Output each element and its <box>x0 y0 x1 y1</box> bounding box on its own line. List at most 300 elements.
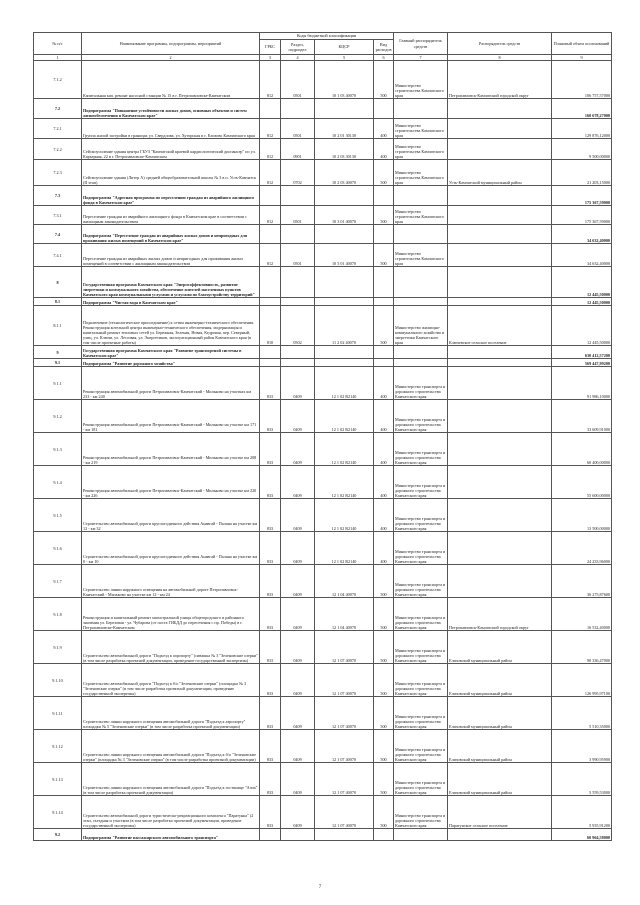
row-csr <box>315 225 374 244</box>
row-rzpr: 0501 <box>281 244 315 267</box>
row-name: Строительство линии наружного освещения автомобильной дороги "Подъезд к гостинице "Аэпа" (в том числе разработка проектной документации) <box>82 763 260 796</box>
row-grbs: 833 <box>260 631 281 664</box>
row-csr <box>315 99 374 119</box>
row-recipient: Усть-Камчатский муниципальный район <box>448 160 552 186</box>
row-rzpr: 0901 <box>281 139 315 160</box>
row-manager: Министерство строительства Камчатского края <box>394 244 448 267</box>
row-vr <box>374 359 394 367</box>
row-manager: Министерство строительства Камчатского края <box>394 206 448 225</box>
row-total: 12 445,50000 <box>552 267 612 298</box>
row-number: 9.1.9 <box>34 631 82 664</box>
row-manager <box>394 298 448 306</box>
row-csr <box>315 267 374 298</box>
row-recipient <box>448 499 552 532</box>
row-grbs <box>260 829 281 841</box>
row-number: 7.3.1 <box>34 206 82 225</box>
row-vr: 400 <box>374 532 394 565</box>
header-index-cell: 5 <box>315 55 374 61</box>
row-rzpr: 0409 <box>281 433 315 466</box>
row-grbs: 833 <box>260 433 281 466</box>
row-manager <box>394 829 448 841</box>
row-csr: 12 1 02 R2140 <box>315 367 374 400</box>
row-number: 9.1.3 <box>34 433 82 466</box>
table-row <box>34 499 612 532</box>
budget-table-sheet <box>33 32 611 841</box>
row-manager: Министерство транспорта и дорожного строительства Камчатского края <box>394 730 448 763</box>
row-total: 36 275,87600 <box>552 565 612 598</box>
row-name: Строительство линии наружного освещения автомобильной дороги "Подъезд к б/о "Зеленовские озерки" (площадка № 3 "Зеленовские озерки" (в том числе разработка проектной документации) <box>82 730 260 763</box>
row-total: 12 445,50000 <box>552 298 612 306</box>
row-name: Подпрограмма "Адресная программа по переселению граждан из аварийного жилищного фонда в Камчатском крае" <box>82 186 260 206</box>
header-index-cell: 3 <box>260 55 281 61</box>
row-number: 9 <box>34 346 82 359</box>
row-number: 9.1.4 <box>34 466 82 499</box>
row-recipient <box>448 565 552 598</box>
row-recipient <box>448 367 552 400</box>
row-number: 9.1.13 <box>34 763 82 796</box>
row-rzpr: 0409 <box>281 664 315 697</box>
row-total: 55 600,00000 <box>552 466 612 499</box>
row-csr: 10 1 03 40070 <box>315 61 374 99</box>
row-total: 91 986,10000 <box>552 367 612 400</box>
row-csr: 10 2 01 30130 <box>315 119 374 139</box>
row-name: Подключение (технологическое присоединение) к сетям инженерно-технического обеспечения. Реконструкция котельной центра инженерно-технического обеспечения, модернизация и капитальный ремонт тепловых сетей ул. Бережная, Зеленая, Новая, Кедровая, пер. Северный, улиц, уч. Ключи, ул. Лесозвая, ул. Энергетиков, эксплуатационный район Камчатского края (в том числе проектные работы) <box>82 306 260 346</box>
table-row <box>34 565 612 598</box>
row-grbs: 833 <box>260 499 281 532</box>
row-number: 7.2.3 <box>34 160 82 186</box>
header-manager: Главный распорядитель средств <box>394 33 448 55</box>
row-number: 9.2 <box>34 829 82 841</box>
row-csr: 12 1 02 R2140 <box>315 532 374 565</box>
row-manager: Министерство транспорта и дорожного строительства Камчатского края <box>394 367 448 400</box>
row-recipient <box>448 829 552 841</box>
row-name: Подпрограмма "Повышение устойчивости жилых домов, основных объектов и систем жизнеобеспечения в Камчатском крае" <box>82 99 260 119</box>
row-total: 34 632,40000 <box>552 225 612 244</box>
row-manager <box>394 99 448 119</box>
row-number: 9.1.11 <box>34 697 82 730</box>
row-manager: Министерство транспорта и дорожного строительства Камчатского края <box>394 433 448 466</box>
header-grbs: ГРБС <box>260 40 281 55</box>
row-manager <box>394 267 448 298</box>
row-manager: Министерство транспорта и дорожного строительства Камчатского края <box>394 400 448 433</box>
row-grbs: 833 <box>260 466 281 499</box>
header-index-cell: 9 <box>552 55 612 61</box>
row-name: Строительство автомобильной дороги круглогодичного действия Анавгай - Палана на участке км 12 - км 32 <box>82 499 260 532</box>
row-total: 16 532,40000 <box>552 598 612 631</box>
row-rzpr: 0409 <box>281 367 315 400</box>
row-manager: Министерство транспорта и дорожного строительства Камчатского края <box>394 466 448 499</box>
table-row <box>34 466 612 499</box>
row-manager: Министерство жилищно-коммунального хозяйства и энергетики Камчатского края <box>394 306 448 346</box>
subprogram-row <box>34 346 612 359</box>
row-rzpr <box>281 829 315 841</box>
row-vr: 500 <box>374 244 394 267</box>
header-vr: Вид расходов <box>374 40 394 55</box>
row-vr: 500 <box>374 730 394 763</box>
row-recipient: Елизовский муниципальный район <box>448 763 552 796</box>
row-vr <box>374 346 394 359</box>
row-rzpr <box>281 267 315 298</box>
row-grbs <box>260 346 281 359</box>
row-vr: 500 <box>374 61 394 99</box>
subprogram-row <box>34 267 612 298</box>
header-index-cell: 8 <box>448 55 552 61</box>
row-number: 8.1.1 <box>34 306 82 346</box>
table-row <box>34 763 612 796</box>
row-name: Реконструкция и капитальный ремонт магистральной улицы общегородского и районного значения ул. Березовая - ул. Чубарова (от поста ГИБДД до пересечения с пр. Победы) в г. Петропавловске-Камчатском <box>82 598 260 631</box>
header-codes-group: Коды бюджетной классификации <box>260 33 394 40</box>
row-name: Подпрограмма "Развитие дорожного хозяйства" <box>82 359 260 367</box>
row-name: Строительство автомобильной дороги круглогодичного действия Анавгай - Палана на участке км 0 - км 10 <box>82 532 260 565</box>
row-grbs: 812 <box>260 139 281 160</box>
row-number: 7.2 <box>34 99 82 119</box>
row-csr <box>315 186 374 206</box>
row-csr: 12 1 07 40070 <box>315 664 374 697</box>
row-recipient <box>448 466 552 499</box>
row-number: 7.2.1 <box>34 119 82 139</box>
row-rzpr: 0409 <box>281 466 315 499</box>
row-manager: Министерство транспорта и дорожного строительства Камчатского края <box>394 763 448 796</box>
row-vr: 500 <box>374 664 394 697</box>
row-total: 106 757,57000 <box>552 61 612 99</box>
row-vr: 400 <box>374 119 394 139</box>
row-grbs <box>260 99 281 119</box>
row-grbs: 833 <box>260 532 281 565</box>
header-recipient: Распорядитель средств <box>448 33 552 55</box>
row-total: 3 990,95900 <box>552 730 612 763</box>
row-number: 8.1 <box>34 298 82 306</box>
table-row <box>34 697 612 730</box>
row-rzpr: 0409 <box>281 400 315 433</box>
header-index-cell: 1 <box>34 55 82 61</box>
row-csr <box>315 298 374 306</box>
row-manager <box>394 186 448 206</box>
row-recipient: Елизовский муниципальный район <box>448 730 552 763</box>
row-grbs: 833 <box>260 763 281 796</box>
row-csr <box>315 829 374 841</box>
row-total: 175 367,59000 <box>552 186 612 206</box>
row-total: 60 400,00000 <box>552 433 612 466</box>
row-manager <box>394 225 448 244</box>
header-rzpr: Раздел, подраздел <box>281 40 315 55</box>
row-rzpr: 0409 <box>281 697 315 730</box>
row-name: Реконструкция автомобильной дороги Петропавловск-Камчатский - Мильково на участке км 220 - км 226 <box>82 466 260 499</box>
table-row <box>34 244 612 267</box>
row-rzpr: 0409 <box>281 532 315 565</box>
table-row <box>34 61 612 99</box>
row-recipient <box>448 298 552 306</box>
row-number: 8 <box>34 267 82 298</box>
row-manager: Министерство строительства Камчатского края <box>394 119 448 139</box>
row-grbs: 833 <box>260 565 281 598</box>
row-csr: 10 3 01 40070 <box>315 206 374 225</box>
row-rzpr: 0502 <box>281 306 315 346</box>
row-name: Строительство линии наружного освещения на автомобильной дороге Петропавловск-Камчатский - Мильково на участке км 12 - км 24 <box>82 565 260 598</box>
table-row <box>34 367 612 400</box>
row-number: 9.1.7 <box>34 565 82 598</box>
row-vr: 500 <box>374 306 394 346</box>
row-manager: Министерство транспорта и дорожного строительства Камчатского края <box>394 532 448 565</box>
row-rzpr: 0409 <box>281 796 315 829</box>
row-grbs <box>260 267 281 298</box>
header-index-cell: 6 <box>374 55 394 61</box>
row-recipient: Петропавловск-Камчатский городской округ <box>448 61 552 99</box>
row-total: 13 500,00000 <box>552 499 612 532</box>
row-grbs: 833 <box>260 400 281 433</box>
row-csr: 12 1 02 R2140 <box>315 466 374 499</box>
row-number: 7.2.2 <box>34 139 82 160</box>
page-number: 7 <box>318 885 322 890</box>
table-row <box>34 160 612 186</box>
row-number: 9.1.14 <box>34 796 82 829</box>
row-number: 9.1.12 <box>34 730 82 763</box>
row-rzpr: 0702 <box>281 160 315 186</box>
row-recipient <box>448 119 552 139</box>
row-recipient <box>448 267 552 298</box>
row-rzpr: 0409 <box>281 565 315 598</box>
row-rzpr: 0409 <box>281 730 315 763</box>
row-name: Государственная программа Камчатского края "Энергоэффективность, развитие энергетики и коммунального хозяйства, обеспечение жителей населенных пунктов Камчатского края коммунальными услугами и услугами по благоустройству территорий" <box>82 267 260 298</box>
row-name: Сейсмоусиление здания центра ГБУЗ "Камчатский краевой кардиологический диспансер" по ул. Карьерная, 22 в г. Петропавловске-Камчатском <box>82 139 260 160</box>
row-manager: Министерство транспорта и дорожного строительства Камчатского края <box>394 499 448 532</box>
row-rzpr <box>281 99 315 119</box>
table-row <box>34 433 612 466</box>
row-total: 5 935,91200 <box>552 796 612 829</box>
row-number: 9.1.10 <box>34 664 82 697</box>
row-grbs: 833 <box>260 796 281 829</box>
row-manager: Министерство транспорта и дорожного строительства Камчатского края <box>394 631 448 664</box>
row-number: 7.4 <box>34 225 82 244</box>
row-vr: 500 <box>374 598 394 631</box>
row-grbs <box>260 186 281 206</box>
row-csr: 10 5 01 40070 <box>315 244 374 267</box>
row-recipient: Петропавловск-Камчатский городской округ <box>448 598 552 631</box>
table-row <box>34 119 612 139</box>
table-row <box>34 730 612 763</box>
header-num: № п/с <box>34 33 82 55</box>
row-grbs: 812 <box>260 119 281 139</box>
row-recipient <box>448 532 552 565</box>
header-index-cell: 4 <box>281 55 315 61</box>
subprogram-row <box>34 225 612 244</box>
row-csr: 12 1 04 40070 <box>315 598 374 631</box>
row-manager: Министерство строительства Камчатского края <box>394 160 448 186</box>
row-vr: 500 <box>374 763 394 796</box>
header-name: Наименование программы, подпрограммы, мероприятий <box>82 33 260 55</box>
row-csr: 12 1 07 40070 <box>315 730 374 763</box>
row-manager: Министерство транспорта и дорожного строительства Камчатского края <box>394 796 448 829</box>
row-total: 21 203,15000 <box>552 160 612 186</box>
row-manager <box>394 346 448 359</box>
row-total: 90 336,47000 <box>552 631 612 664</box>
row-vr <box>374 829 394 841</box>
row-recipient <box>448 186 552 206</box>
row-csr <box>315 346 374 359</box>
row-vr: 500 <box>374 565 394 598</box>
row-vr <box>374 225 394 244</box>
table-row <box>34 206 612 225</box>
row-manager: Министерство транспорта и дорожного строительства Камчатского края <box>394 598 448 631</box>
table-row <box>34 400 612 433</box>
row-name: Подпрограмма "Переселение граждан из аварийных жилых домов и непригодных для проживания жилых помещений в Камчатском крае" <box>82 225 260 244</box>
row-recipient <box>448 139 552 160</box>
table-row <box>34 796 612 829</box>
row-rzpr: 0501 <box>281 61 315 99</box>
row-csr: 11 2 02 40070 <box>315 306 374 346</box>
row-csr <box>315 359 374 367</box>
row-vr: 400 <box>374 433 394 466</box>
row-name: Строительство автомобильной дороги туристическо-рекреационного комплекса "Паратунка" (2 этап, съездная и участком (в том числе разработка проектной документации, проведение государственной экспертизы) <box>82 796 260 829</box>
row-total: 33 609,91000 <box>552 400 612 433</box>
table-row <box>34 598 612 631</box>
row-vr: 500 <box>374 206 394 225</box>
row-number: 9.1.1 <box>34 367 82 400</box>
row-name: Строительство автомобильной дороги "Подъезд к аэропорту" (сивашка № 3 "Зеленовские озерки" (в том числе разработка проектной документации, проведение государственной экспертизы) <box>82 631 260 664</box>
row-recipient <box>448 206 552 225</box>
row-rzpr <box>281 186 315 206</box>
row-name: Государственная программа Камчатского края "Развитие транспортной системы в Камчатском крае" <box>82 346 260 359</box>
row-rzpr: 0501 <box>281 119 315 139</box>
row-grbs <box>260 359 281 367</box>
row-manager: Министерство строительства Камчатского края <box>394 139 448 160</box>
row-grbs: 812 <box>260 61 281 99</box>
row-number: 9.1.8 <box>34 598 82 631</box>
row-recipient: Елизовский муниципальный район <box>448 664 552 697</box>
row-csr: 10 2 03 40070 <box>315 160 374 186</box>
row-recipient: Ключевское сельское поселение <box>448 306 552 346</box>
row-total: 126 995,97100 <box>552 664 612 697</box>
header-csr: КЦСР <box>315 40 374 55</box>
row-recipient <box>448 244 552 267</box>
row-name: Капитальная кап. ремонт насосной станции № 15 в г. Петропавловске-Камчатском <box>82 61 260 99</box>
header-index-cell: 7 <box>394 55 448 61</box>
row-csr: 12 1 07 40070 <box>315 631 374 664</box>
row-vr: 500 <box>374 697 394 730</box>
row-csr: 12 1 07 40070 <box>315 697 374 730</box>
row-vr: 500 <box>374 631 394 664</box>
row-grbs <box>260 298 281 306</box>
row-name: Сейсмоусиление здания (Литер А) средней общеобразовательной школы № 3 в п. Усть-Камчатск (II этап) <box>82 160 260 186</box>
subprogram-row <box>34 359 612 367</box>
subprogram-row <box>34 829 612 841</box>
row-csr: 12 1 02 R2140 <box>315 400 374 433</box>
row-rzpr: 0409 <box>281 631 315 664</box>
row-manager: Министерство строительства Камчатского края <box>394 61 448 99</box>
row-grbs: 812 <box>260 206 281 225</box>
row-total: 9 500,00000 <box>552 139 612 160</box>
row-manager <box>394 359 448 367</box>
row-grbs <box>260 225 281 244</box>
row-name: Переселение граждан из аварийного жилищного фонда в Камчатском крае в соответствии с жилищным законодательством <box>82 206 260 225</box>
row-number: 9.1.5 <box>34 499 82 532</box>
row-number: 9.1.6 <box>34 532 82 565</box>
row-total: 12 445,50000 <box>552 306 612 346</box>
row-csr: 10 2 03 30130 <box>315 139 374 160</box>
row-csr: 12 1 07 40070 <box>315 796 374 829</box>
row-recipient <box>448 400 552 433</box>
row-rzpr <box>281 298 315 306</box>
row-name: Строительство автомобильной дороги "Подъезд к б/о "Зеленовские озерки" (площадка № 3 "Зеленовские озерки" (в том числе разработка проектной документации, проведение государственной экспертизы) <box>82 664 260 697</box>
subprogram-row <box>34 298 612 306</box>
row-recipient: Елизовский муниципальный район <box>448 631 552 664</box>
header-total: Плановый объем ассигнований <box>552 33 612 55</box>
row-recipient <box>448 359 552 367</box>
row-name: Реконструкция автомобильной дороги Петропавловск-Камчатский - Мильково на участке км 208 - км 219 <box>82 433 260 466</box>
row-rzpr <box>281 225 315 244</box>
row-total: 24 233,96000 <box>552 532 612 565</box>
row-recipient <box>448 99 552 119</box>
row-vr: 400 <box>374 139 394 160</box>
row-vr <box>374 267 394 298</box>
row-grbs: 833 <box>260 367 281 400</box>
row-number: 7.3 <box>34 186 82 206</box>
row-total: 5 510,35000 <box>552 697 612 730</box>
table-row <box>34 631 612 664</box>
row-recipient <box>448 225 552 244</box>
row-csr: 12 1 02 R2140 <box>315 499 374 532</box>
row-vr: 500 <box>374 796 394 829</box>
row-total: 129 876,12000 <box>552 119 612 139</box>
table-row <box>34 306 612 346</box>
row-total: 60 964,58000 <box>552 829 612 841</box>
row-total: 5 559,53000 <box>552 763 612 796</box>
row-name: Реконструкция автомобильной дороги Петропавловск-Камчатский - Мильково на участке км 171 - км 181 <box>82 400 260 433</box>
row-total: 34 632,40000 <box>552 244 612 267</box>
table-row <box>34 532 612 565</box>
row-name: Переселение граждан из аварийных жилых домов и непригодных для проживания жилых помещений в соответствии с жилищным законодательством <box>82 244 260 267</box>
row-manager: Министерство транспорта и дорожного строительства Камчатского края <box>394 664 448 697</box>
row-number: 9.1.2 <box>34 400 82 433</box>
row-total: 175 367,59000 <box>552 206 612 225</box>
row-total: 569 447,99200 <box>552 359 612 367</box>
row-vr <box>374 298 394 306</box>
row-recipient: Елизовский муниципальный район <box>448 697 552 730</box>
row-rzpr <box>281 346 315 359</box>
row-rzpr: 0409 <box>281 598 315 631</box>
budget-rows <box>34 61 612 841</box>
row-name: Подпрограмма "Чистая вода в Камчатском крае" <box>82 298 260 306</box>
row-manager: Министерство транспорта и дорожного строительства Камчатского края <box>394 565 448 598</box>
row-total: 630 412,57200 <box>552 346 612 359</box>
row-recipient <box>448 433 552 466</box>
row-grbs: 833 <box>260 598 281 631</box>
row-grbs: 810 <box>260 306 281 346</box>
row-csr: 12 1 02 R2140 <box>315 433 374 466</box>
subprogram-row <box>34 99 612 119</box>
row-rzpr: 0409 <box>281 499 315 532</box>
table-row <box>34 139 612 160</box>
table-row <box>34 664 612 697</box>
row-vr: 400 <box>374 400 394 433</box>
row-vr <box>374 99 394 119</box>
row-number: 7.4.1 <box>34 244 82 267</box>
row-vr: 400 <box>374 499 394 532</box>
row-csr: 12 1 07 40070 <box>315 763 374 796</box>
row-name: Реконструкция автомобильной дороги Петропавловск-Камчатский - Мильково на участках км 233 - км 240 <box>82 367 260 400</box>
row-grbs: 833 <box>260 697 281 730</box>
row-manager: Министерство транспорта и дорожного строительства Камчатского края <box>394 697 448 730</box>
budget-table <box>33 32 612 841</box>
row-csr: 12 1 04 40070 <box>315 565 374 598</box>
row-name: Подпрограмма "Развитие пассажирского автомобильного транспорта" <box>82 829 260 841</box>
row-total: 160 678,27000 <box>552 99 612 119</box>
row-vr: 500 <box>374 160 394 186</box>
row-grbs: 833 <box>260 730 281 763</box>
row-recipient: Паратунское сельское поселение <box>448 796 552 829</box>
row-vr <box>374 186 394 206</box>
row-rzpr <box>281 359 315 367</box>
row-recipient <box>448 346 552 359</box>
